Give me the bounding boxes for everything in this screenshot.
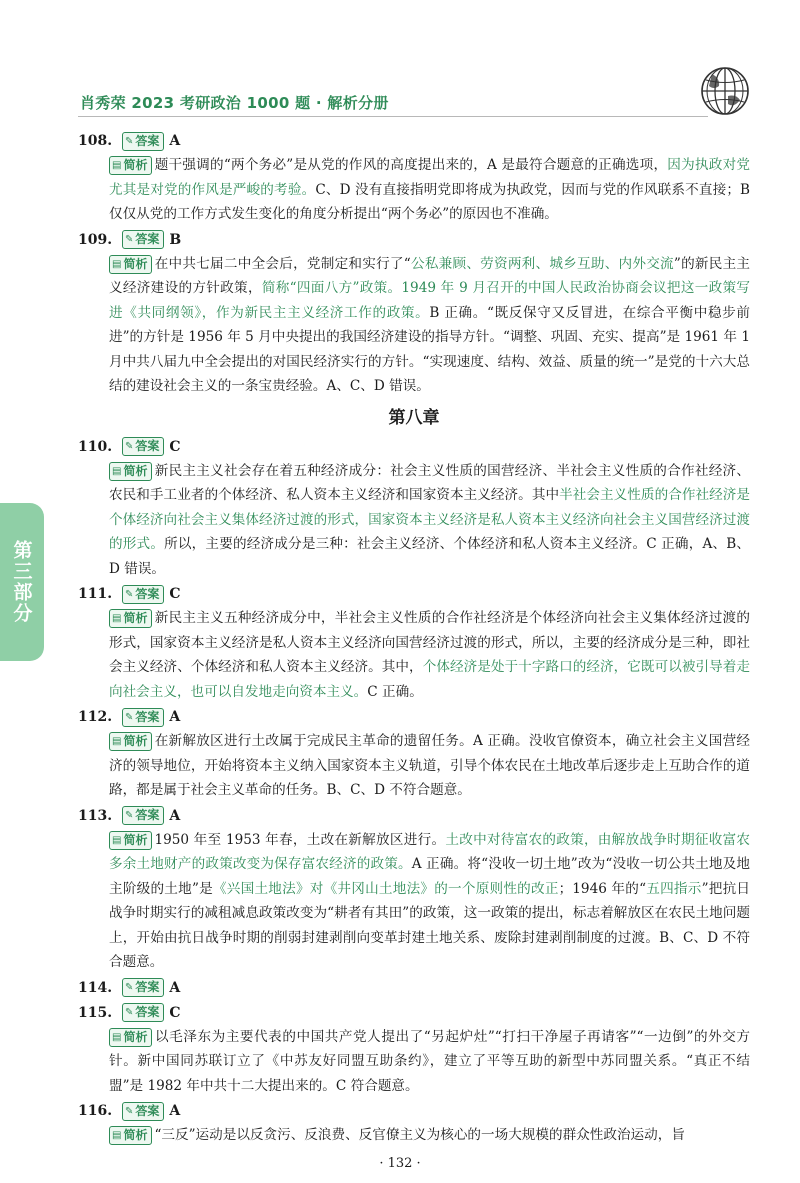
question-item [78,705,750,803]
explanation-text: C 正确。 [367,683,423,700]
badge-label: 简析 [123,734,148,748]
explanation-text: “三反”运动是以反贪污、反浪费、反官僚主义为核心的一场大规模的群众性政治运动，旨 [154,1127,685,1143]
question-number: 109. [78,231,113,248]
highlighted-text: 《兴国土地法》对《井冈山土地法》的一个原则性的改正 [212,880,559,897]
explanation-text: 在中共七届二中全会后，党制定和实行了“ [154,255,411,272]
explanation [109,1025,750,1099]
book-badge [109,1126,152,1145]
question-item [78,582,750,704]
pencil-badge [122,1102,164,1121]
book-badge [109,831,152,850]
explanation-text: 题干强调的“两个务必”是从党的作风的高度提出来的，A 是最符合题意的正确选项， [154,157,668,173]
explanation [109,828,750,975]
explanation-text: C、D 没有直接指明党即将成为执政党，因而与党的作风联系不直接；B 仅仅从党的工作方式发生变化的角度分析提出“两个务必”的原因也不准确。 [109,181,750,222]
explanation-text: 在新解放区进行土改属于完成民主革命的遗留任务。A 正确。没收官僚资本，确立社会主义国营经济的领导地位，开始将资本主义纳入国家资本主义轨道，引导个体农民在土地改革后逐步走上互助合作的道路，都是属于社会主义革命的任务。B、C、D 不符合题意。 [109,733,750,798]
answer-letter: A [169,709,181,725]
globe-icon [700,66,750,116]
header-rule [78,116,708,117]
book-badge [109,1028,152,1047]
question-number: 114. [78,979,113,996]
highlighted-text: 半社会主义性质的合作社经济是个体经济向社会主义集体经济过渡的形式，国家资本主义经济是私人资本主义经济向社会主义国营经济过渡的形式。 [109,487,750,552]
pencil-icon: ✎ [125,588,134,600]
answer-row [78,582,750,606]
explanation-text: 新民主主义社会存在着五种经济成分：社会主义性质的国营经济、半社会主义性质的合作社经济、农民和手工业者的个体经济、私人资本主义经济和国家资本主义经济。其中 [109,462,750,503]
question-number: 110. [78,438,113,455]
badge-label: 答案 [135,1005,160,1019]
highlighted-text: 简称“四面八方”政策。1949 年 9 月召开的中国人民政治协商会议把这一政策写进《共同纲领》，作为新民主主义经济工作的政策。 [109,280,750,321]
answer-letter: C [169,1004,181,1021]
book-icon: ▤ [112,736,122,747]
answer-row [78,1099,750,1123]
badge-label: 简析 [123,832,148,847]
explanation [109,252,750,399]
book-icon: ▤ [112,465,122,477]
badge-label: 答案 [135,439,160,453]
answer-letter: C [169,586,181,602]
answer-letter: C [169,438,181,455]
pencil-badge [122,132,164,151]
pencil-icon: ✎ [125,982,134,993]
badge-label: 简析 [123,158,148,172]
pencil-icon: ✎ [125,441,134,452]
explanation-text: 1950 年至 1953 年春，土改在新解放区进行。 [154,831,446,848]
explanation-text: A 正确。将“没收一切土地”改为“没收一切公共土地及地主阶级的土地”是 [109,856,750,897]
question-number: 115. [78,1004,113,1021]
book-icon: ▤ [112,1031,122,1043]
badge-label: 答案 [135,133,160,148]
answer-row [78,228,750,252]
badge-label: 简析 [123,1029,148,1044]
badge-label: 答案 [135,709,160,724]
pencil-icon: ✎ [125,810,134,821]
question-item [78,1001,750,1099]
answer-row [78,1001,750,1025]
pencil-badge [122,1003,164,1022]
explanation [109,729,750,803]
question-item [78,228,750,399]
explanation [109,1123,750,1148]
book-icon: ▤ [112,258,122,270]
pencil-badge [122,585,164,604]
badge-label: 答案 [135,232,160,246]
badge-label: 答案 [135,808,160,822]
explanation-text: 以毛泽东为主要代表的中国共产党人提出了“另起炉灶”“打扫干净屋子再请客”“一边倒”的外交方针。新中国同苏联订立了《中苏友好同盟互助条约》，建立了平等互助的新型中苏同盟关系。“真正不结盟”是 1982 年中共十二大提出来的。C 符合题意。 [109,1028,750,1094]
book-icon: ▤ [112,1130,122,1141]
question-item [78,804,750,975]
side-tab-label: 第三部分 [10,540,33,624]
book-badge [109,462,152,481]
book-badge [109,255,152,274]
answer-row [78,976,750,1000]
pencil-icon: ✎ [125,135,134,147]
explanation [109,459,750,582]
question-item [78,435,750,582]
answer-row [78,129,750,153]
question-number: 113. [78,807,113,824]
pencil-icon: ✎ [125,711,134,723]
pencil-icon: ✎ [125,1105,134,1117]
book-badge [109,156,152,175]
badge-label: 答案 [135,586,160,601]
running-header: 肖秀荣 2023 考研政治 1000 题 · 解析分册 [80,94,389,112]
chapter-title: 第八章 [388,407,440,428]
badge-label: 简析 [123,611,148,625]
highlighted-text: 五四指示 [646,880,702,897]
book-icon: ▤ [112,160,122,171]
badge-label: 简析 [123,463,148,478]
pencil-icon: ✎ [125,234,134,245]
explanation [109,606,750,704]
section-side-tab [0,503,44,661]
book-badge [109,732,152,751]
pencil-badge [122,437,164,456]
question-item [78,1099,750,1148]
highlighted-text: 土改中对待富农的政策，由解放战争时期征收富农多余土地财产的政策改变为保存富农经济的政策。 [109,831,751,872]
highlighted-text: 公私兼顾、劳资两利、城乡互助、内外交流 [410,255,674,272]
pencil-badge [122,806,164,825]
answer-letter: A [169,979,181,996]
answer-letter: A [169,807,181,824]
explanation-text: ”把抗日战争时期实行的减租减息政策改变为“耕者有其田”的政策，这一政策的提出，标志着解放区在农民土地问题上，开始由抗日战争时期的削弱封建剥削向变革封建土地关系、废除封建剥削制度的过渡。B、C、D 不符合题意。 [109,880,751,970]
book-badge [109,609,152,628]
answer-row [78,804,750,828]
badge-label: 答案 [135,980,160,994]
pencil-badge [122,230,164,249]
question-item [78,976,750,1000]
answer-row [78,435,750,459]
highlighted-text: 个体经济是处于十字路口的经济，它既可以被引导着走向社会主义，也可以自发地走向资本主义。 [109,659,750,700]
question-number: 112. [78,709,113,725]
answer-list [78,128,750,1148]
answer-letter: A [169,1103,181,1119]
book-icon: ▤ [112,834,122,846]
question-number: 116. [78,1103,113,1119]
answer-letter: A [169,133,181,149]
highlighted-text: 因为执政对党尤其是对党的作风是严峻的考验。 [109,157,750,198]
explanation-text: 所以，主要的经济成分是三种：社会主义经济、个体经济和私人资本主义经济。C 正确，A、B、D 错误。 [109,536,751,577]
page-number: · 132 · [379,1156,421,1171]
answer-row [78,705,750,729]
badge-label: 答案 [135,1103,160,1118]
explanation-text: ；1946 年的“ [558,880,647,897]
question-item [78,129,750,227]
answer-letter: B [169,231,182,248]
badge-label: 简析 [123,256,148,271]
question-number: 108. [78,133,113,149]
pencil-badge [122,978,164,997]
explanation-text: ”的新民主主义经济建设的方针政策， [109,255,751,296]
pencil-badge [122,708,164,727]
explanation-text: 新民主主义五种经济成分中，半社会主义性质的合作社经济是个体经济向社会主义集体经济过渡的形式，国家资本主义经济是私人资本主义经济向国营经济过渡的形式，所以，主要的经济成分是三种，即社会主义经济、个体经济和私人资本主义经济。其中， [109,610,750,675]
pencil-icon: ✎ [125,1007,134,1018]
explanation-text: B 正确。“既反保守又反冒进，在综合平衡中稳步前进”的方针是 1956 年 5 月中央提出的我国经济建设的指导方针。“调整、巩固、充实、提高”是 1961 年 1 月中共八届九中全会提出的对国民经济实行的方针。“实现速度、结构、效益、质量的统一”是党的十六大总结的建设社会主义的一条宝贵经验。A、C、D 错误。 [109,304,750,394]
question-number: 111. [78,586,113,602]
book-icon: ▤ [112,613,122,624]
badge-label: 简析 [123,1128,148,1142]
explanation [109,153,750,227]
